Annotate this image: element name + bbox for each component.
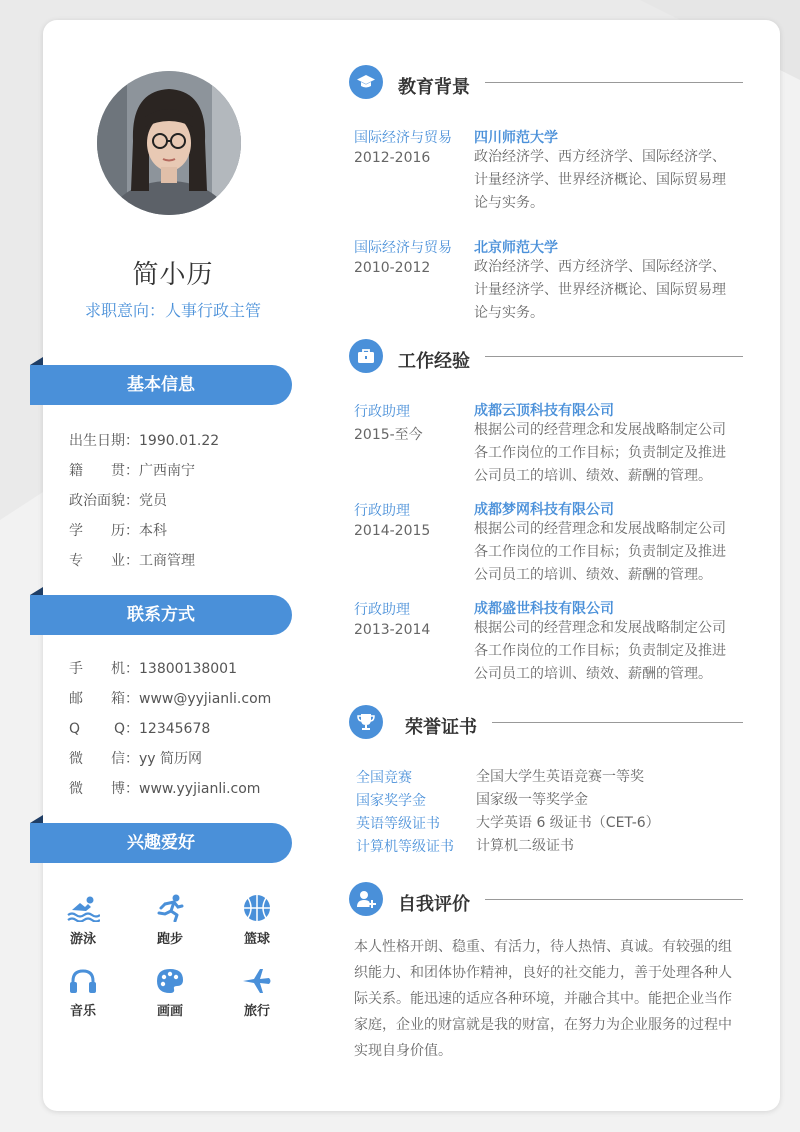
hobby-basketball xyxy=(227,894,287,947)
graduation-cap-icon xyxy=(356,72,376,92)
divider xyxy=(485,356,743,357)
contact-row: 微 信：yy 简历网 xyxy=(69,751,203,767)
honors-section-icon xyxy=(349,705,383,739)
honor-detail: 国家级一等奖学金 xyxy=(476,792,588,808)
basketball-icon xyxy=(243,894,271,922)
work-title: 工作经验 xyxy=(398,351,470,372)
trophy-icon xyxy=(356,712,376,732)
contact-row: 手 机：13800138001 xyxy=(69,661,237,677)
job-intent: 求职意向：人事行政主管 xyxy=(84,301,261,320)
swim-icon xyxy=(66,894,100,922)
honor-name: 国家奖学金 xyxy=(356,793,426,809)
education-section-icon xyxy=(349,65,383,99)
hobby-label: 音乐 xyxy=(69,1004,96,1019)
basic-info-header xyxy=(30,365,292,405)
honor-detail: 大学英语 6 级证书（CET-6） xyxy=(476,815,660,831)
candidate-name: 简小历 xyxy=(132,260,214,290)
info-row: 出生日期：1990.01.22 xyxy=(69,433,220,449)
palette-icon xyxy=(156,968,184,994)
honor-name: 英语等级证书 xyxy=(356,816,440,832)
hobby-travel xyxy=(227,968,287,1019)
hobby-label: 旅行 xyxy=(243,1004,270,1019)
self-eval-title: 自我评价 xyxy=(398,894,470,915)
avatar xyxy=(97,71,241,215)
hobby-label: 篮球 xyxy=(243,932,270,947)
headphones-icon xyxy=(69,968,97,994)
resume-card: 简小历 求职意向：人事行政主管 基本信息 出生日期：1990.01.22 籍 贯：广西南宁 政治面貌：党员 学 历：本科 专 业：工商管理 联系方式 手 机：13800138001 邮 箱：www@yyjianli.com Q Q：12345678 微 信：yy 简历网 微 博：www.yyjianli.com 兴趣爱好 游泳 跑步 篮球 音乐 画画 旅行 教育背景 国际经济与贸易 2012-2016 四川师范大学 政治经济学、西方经济学、国际经济学、计量经济学、世界经济概论、国际贸易理论与实务。 国际经济与贸易 2010-2012 北京师范大学 政治经济学、西方经济学、国际经济学、计量经济学、世界经济概论、国际贸易理论与实务。 工作经验 行政助理 2015-至今 成都云顶科技有限公司 根据公司的经营理念和发展战略制定公司各工作岗位的工作目标；负责制定及推进公司员工的培训、绩效、薪酬的管理。 行政助理 2014-2015 成都梦网科技有限公司 根据公司的经营理念和发展战略制定公司各工作岗位的工作目标；负责制定及推进公司员工的培训、绩效、薪酬的管理。 行政助理 2013-2014 成都盛世科技有限公司 根据公司的经营理念和发展战略制定公司各工作岗位的工作目标；负责制定及推进公司员工的培训、绩效、薪酬的管理。 荣誉证书 全国竞赛 全国大学生英语竞赛一等奖 国家奖学金 国家级一等奖学金 英语等级证书 大学英语 6 级证书（CET-6） 计算机等级证书 计算机二级证书 自我评价 本人性格开朗、稳重、有活力，待人热情、真诚。有较强的组织能力、和团体协作精神，良好的社交能力，善于处理各种人际关系。能迅速的适应各种环境，并融合其中。能把企业当作家庭，企业的财富就是我的财富，在努力为企业服务的过程中实现自身价值。 xyxy=(43,20,780,1111)
contact-row: 微 博：www.yyjianli.com xyxy=(69,781,261,797)
ribbon-fold xyxy=(30,587,43,595)
honor-detail: 计算机二级证书 xyxy=(476,838,574,854)
ribbon-fold xyxy=(30,357,43,365)
info-row: 学 历：本科 xyxy=(69,523,167,539)
self-eval-section-icon xyxy=(349,882,383,916)
info-row: 专 业：工商管理 xyxy=(69,553,195,569)
education-title: 教育背景 xyxy=(398,77,470,98)
honors-title: 荣誉证书 xyxy=(405,717,477,738)
airplane-icon xyxy=(242,968,272,994)
divider xyxy=(485,82,743,83)
contact-row: 邮 箱：www@yyjianli.com xyxy=(69,691,272,707)
briefcase-icon xyxy=(356,346,376,366)
contact-row: Q Q：12345678 xyxy=(69,721,211,737)
left-column xyxy=(43,20,333,1111)
hobby-painting xyxy=(140,968,200,1019)
divider xyxy=(485,899,743,900)
self-eval-text: 本人性格开朗、稳重、有活力，待人热情、真诚。有较强的组织能力、和团体协作精神，良好的社交能力，善于处理各种人际关系。能迅速的适应各种环境，并融合其中。能把企业当作家庭，企业的财富就是我的财富，在努力为企业服务的过程中实现自身价值。 xyxy=(354,939,732,1059)
basic-info-title: 基本信息 xyxy=(127,375,195,395)
hobby-label: 画画 xyxy=(156,1004,183,1019)
hobby-label: 跑步 xyxy=(156,932,183,947)
ribbon-fold xyxy=(30,815,43,823)
honor-name: 计算机等级证书 xyxy=(356,839,454,855)
hobby-swim xyxy=(53,894,113,947)
run-icon xyxy=(155,894,185,922)
hobby-music xyxy=(53,968,113,1019)
honor-name: 全国竞赛 xyxy=(356,770,412,786)
work-section-icon xyxy=(349,339,383,373)
hobbies-title: 兴趣爱好 xyxy=(127,833,195,853)
contact-title: 联系方式 xyxy=(127,605,195,625)
hobby-label: 游泳 xyxy=(69,932,96,947)
hobby-run xyxy=(140,894,200,947)
contact-header xyxy=(30,595,292,635)
user-plus-icon xyxy=(356,889,376,909)
info-row: 籍 贯：广西南宁 xyxy=(69,463,195,479)
divider xyxy=(492,722,743,723)
hobbies-header xyxy=(30,823,292,863)
honor-detail: 全国大学生英语竞赛一等奖 xyxy=(476,769,644,785)
info-row: 政治面貌：党员 xyxy=(69,493,167,509)
